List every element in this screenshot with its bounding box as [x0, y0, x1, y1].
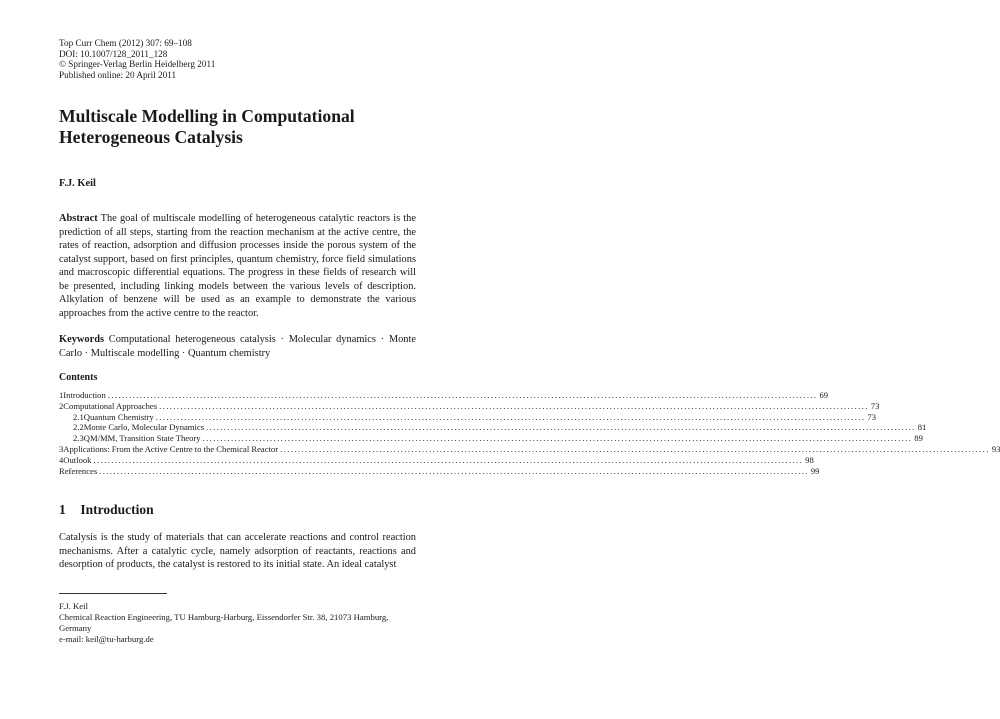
- toc-entry-title: Quantum Chemistry: [83, 411, 154, 422]
- toc-leader-dots: ........................................................................................................................................................................................................: [206, 422, 916, 433]
- abstract-label: Abstract: [59, 213, 98, 224]
- toc-entry[interactable]: [59, 433, 923, 444]
- toc-entry-title: Outlook: [63, 454, 92, 465]
- toc-entry[interactable]: [59, 400, 880, 412]
- contents-heading: Contents: [59, 372, 98, 383]
- toc-entry-title: Monte Carlo, Molecular Dynamics: [83, 422, 205, 433]
- toc-entry[interactable]: [59, 422, 927, 433]
- toc-leader-dots: ........................................................................................................................................................................................................: [202, 433, 913, 444]
- toc-entry[interactable]: [59, 443, 1000, 455]
- toc-entry-page: 69: [819, 390, 829, 400]
- toc-entry-references[interactable]: [59, 465, 820, 477]
- introduction-text: Catalysis is the study of materials that can accelerate reactions and control reaction mechanisms. After a catalytic cycle, namely adsorption of reactants, reactions and desorption of products, the catalyst is restored to its initial state. An ideal catalyst: [59, 532, 416, 570]
- toc-entry-title: References: [59, 465, 98, 476]
- keywords-text: Computational heterogeneous catalysis · Molecular dynamics · Monte Carlo · Multiscale modelling · Quantum chemistry: [59, 334, 416, 359]
- abstract-text: The goal of multiscale modelling of heterogeneous catalytic reactors is the prediction of all steps, starting from the reaction mechanism at the active centre, the rates of reaction, adsorption and diffusion processes inside the porous system of the catalyst support, based on first principles, quantum chemistry, force field simulations and macroscopic differential equations. The progress in these fields of research will be presented, including linking models between the various levels of description. Alkylation of benzene will be used as an example to demonstrate the various approaches from the active centre to the reactor.: [59, 213, 416, 319]
- section-title: Introduction: [80, 502, 154, 517]
- keywords-label: Keywords: [59, 334, 105, 345]
- footnote-email: e-mail: keil@tu-harburg.de: [59, 634, 154, 644]
- toc-leader-dots: ........................................................................................................................................................................................................: [99, 465, 809, 476]
- publication-metadata: [59, 38, 215, 80]
- toc-leader-dots: ........................................................................................................................................................................................................: [155, 411, 866, 422]
- toc-leader-dots: ........................................................................................................................................................................................................: [93, 454, 804, 465]
- toc-entry-page: 73: [867, 411, 876, 422]
- journal-citation: Top Curr Chem (2012) 307: 69–108: [59, 38, 192, 48]
- toc-entry-page: 73: [870, 400, 880, 411]
- published-date: Published online: 20 April 2011: [59, 69, 177, 80]
- toc-leader-dots: ........................................................................................................................................................................................................: [280, 443, 990, 454]
- keywords: [59, 333, 416, 360]
- toc-entry-number: 2.1: [73, 411, 84, 422]
- section-number: 1: [59, 502, 66, 517]
- footnote-name: F.J. Keil: [59, 601, 88, 611]
- paper-title: Multiscale Modelling in Computational Heterogeneous Catalysis: [59, 106, 355, 147]
- toc-entry[interactable]: [59, 411, 876, 423]
- author-footnote: [59, 601, 419, 645]
- toc-entry-page: 89: [914, 433, 923, 444]
- toc-entry-page: 98: [805, 454, 814, 465]
- copyright: © Springer-Verlag Berlin Heidelberg 2011: [59, 59, 216, 70]
- doi: DOI: 10.1007/128_2011_128: [59, 48, 168, 59]
- toc-leader-dots: ........................................................................................................................................................................................................: [107, 390, 818, 400]
- toc-entry-title: Computational Approaches: [63, 400, 158, 411]
- toc-entry-number: 2: [59, 400, 64, 411]
- toc-entry-page: 93: [991, 443, 1000, 454]
- toc-entry-page: 99: [810, 465, 820, 476]
- toc-entry-title: Applications: From the Active Centre to the Chemical Reactor: [63, 443, 279, 454]
- toc-entry-number: 4: [59, 454, 64, 465]
- toc-entry-number: 1: [59, 390, 64, 400]
- footnote-divider: [59, 593, 167, 594]
- toc-leader-dots: ........................................................................................................................................................................................................: [159, 400, 869, 411]
- toc-entry[interactable]: [59, 390, 829, 401]
- section-heading: [59, 502, 154, 518]
- toc-entry-number: 2.2: [73, 422, 84, 433]
- abstract: [59, 212, 416, 320]
- toc-entry-number: 3: [59, 443, 64, 454]
- toc-entry-number: 2.3: [73, 433, 84, 444]
- toc-entry[interactable]: [59, 454, 814, 466]
- toc-entry-page: 81: [917, 422, 927, 433]
- table-of-contents: [59, 390, 1000, 476]
- toc-entry-title: Introduction: [63, 390, 106, 400]
- footnote-affiliation: Chemical Reaction Engineering, TU Hamburg-Harburg, Eissendorfer Str. 38, 21073 Hamburg, Germany: [59, 612, 389, 633]
- author: F.J. Keil: [59, 178, 96, 189]
- toc-entry-title: QM/MM, Transition State Theory: [83, 433, 201, 444]
